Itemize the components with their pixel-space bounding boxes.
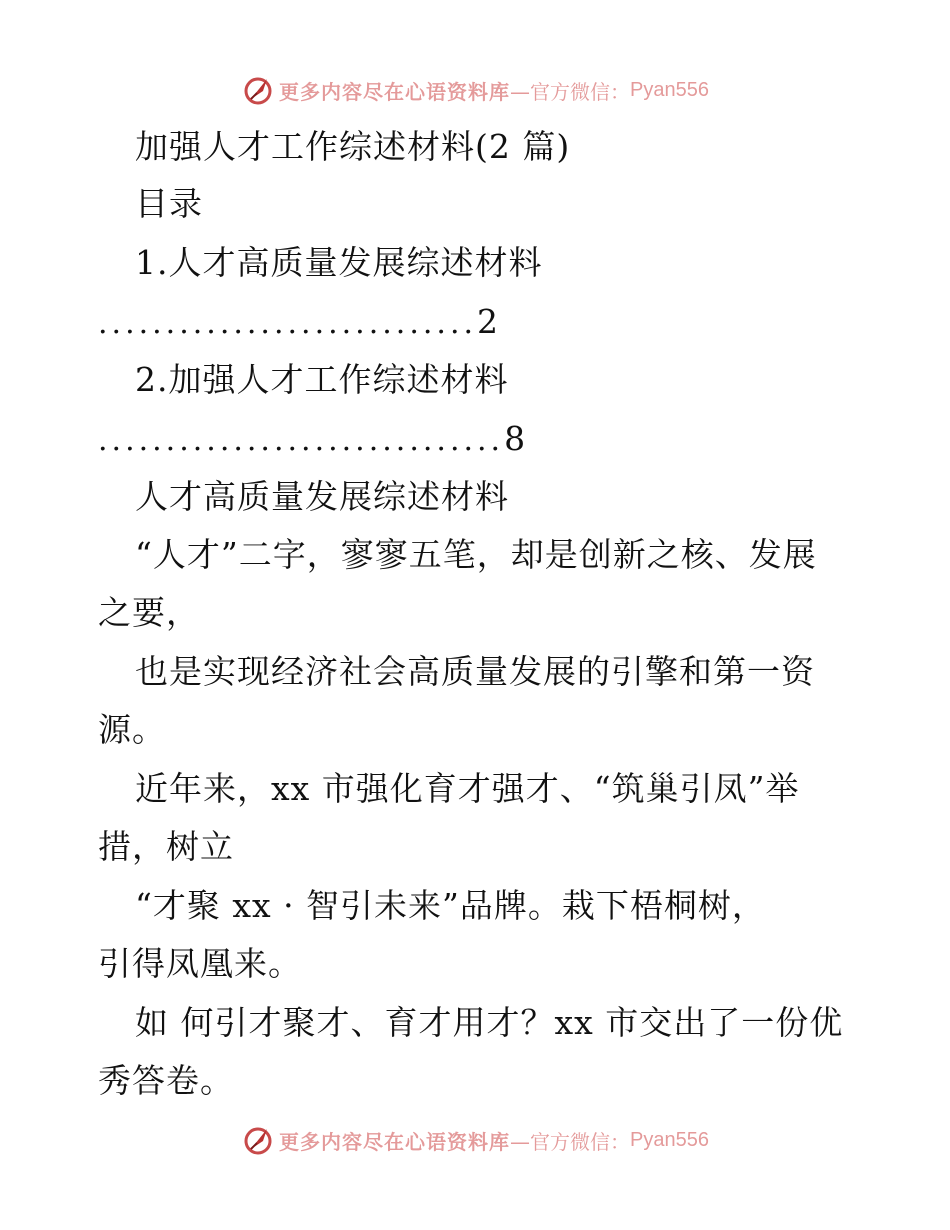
body-line: 源。 <box>98 710 166 749</box>
toc-page-number: 2 <box>477 302 500 341</box>
body-line: 秀答卷。 <box>98 1061 234 1100</box>
body-line: 措，树立 <box>98 827 234 866</box>
quill-logo-icon <box>241 1123 275 1157</box>
body-line: “人才”二字，寥寥五笔，却是创新之核、发展 <box>135 535 817 574</box>
watermark-text: 更多内容尽在心语资料库 <box>279 79 511 104</box>
toc-entry-2-label: 2.加强人才工作综述材料 <box>135 360 509 399</box>
body-line: 之要， <box>98 593 200 632</box>
quill-logo-icon <box>241 73 275 107</box>
watermark-wechat-id: Pyan556 <box>630 78 709 101</box>
section-title: 人才高质量发展综述材料 <box>135 477 509 516</box>
toc-entry-1-label: 1.人才高质量发展综述材料 <box>135 243 543 282</box>
watermark-text: 更多内容尽在心语资料库 <box>279 1129 511 1154</box>
document-title: 加强人才工作综述材料(2 篇) <box>135 127 571 166</box>
watermark-separator: —官方微信： <box>510 79 631 104</box>
body-line: 引得凤凰来。 <box>98 944 302 983</box>
toc-page-number: 8 <box>504 419 527 458</box>
body-line: 如 何引才聚才、育才用才？xx 市交出了一份优 <box>135 1003 844 1042</box>
body-line: “才聚 xx · 智引未来”品牌。栽下梧桐树， <box>135 886 766 925</box>
toc-heading: 目录 <box>135 184 203 223</box>
toc-leader-dots: ............................ <box>98 306 478 341</box>
watermark-banner-top <box>0 70 950 110</box>
watermark-banner-bottom <box>0 1120 950 1160</box>
toc-entry-2-leader <box>98 419 950 461</box>
watermark-wechat-id: Pyan556 <box>630 1128 709 1151</box>
toc-entry-1-leader <box>98 302 950 344</box>
toc-leader-dots: .............................. <box>98 423 505 458</box>
body-line: 也是实现经济社会高质量发展的引擎和第一资 <box>135 652 815 691</box>
body-line: 近年来，xx 市强化育才强才、“筑巢引凤”举 <box>135 769 800 808</box>
watermark-separator: —官方微信： <box>510 1129 631 1154</box>
